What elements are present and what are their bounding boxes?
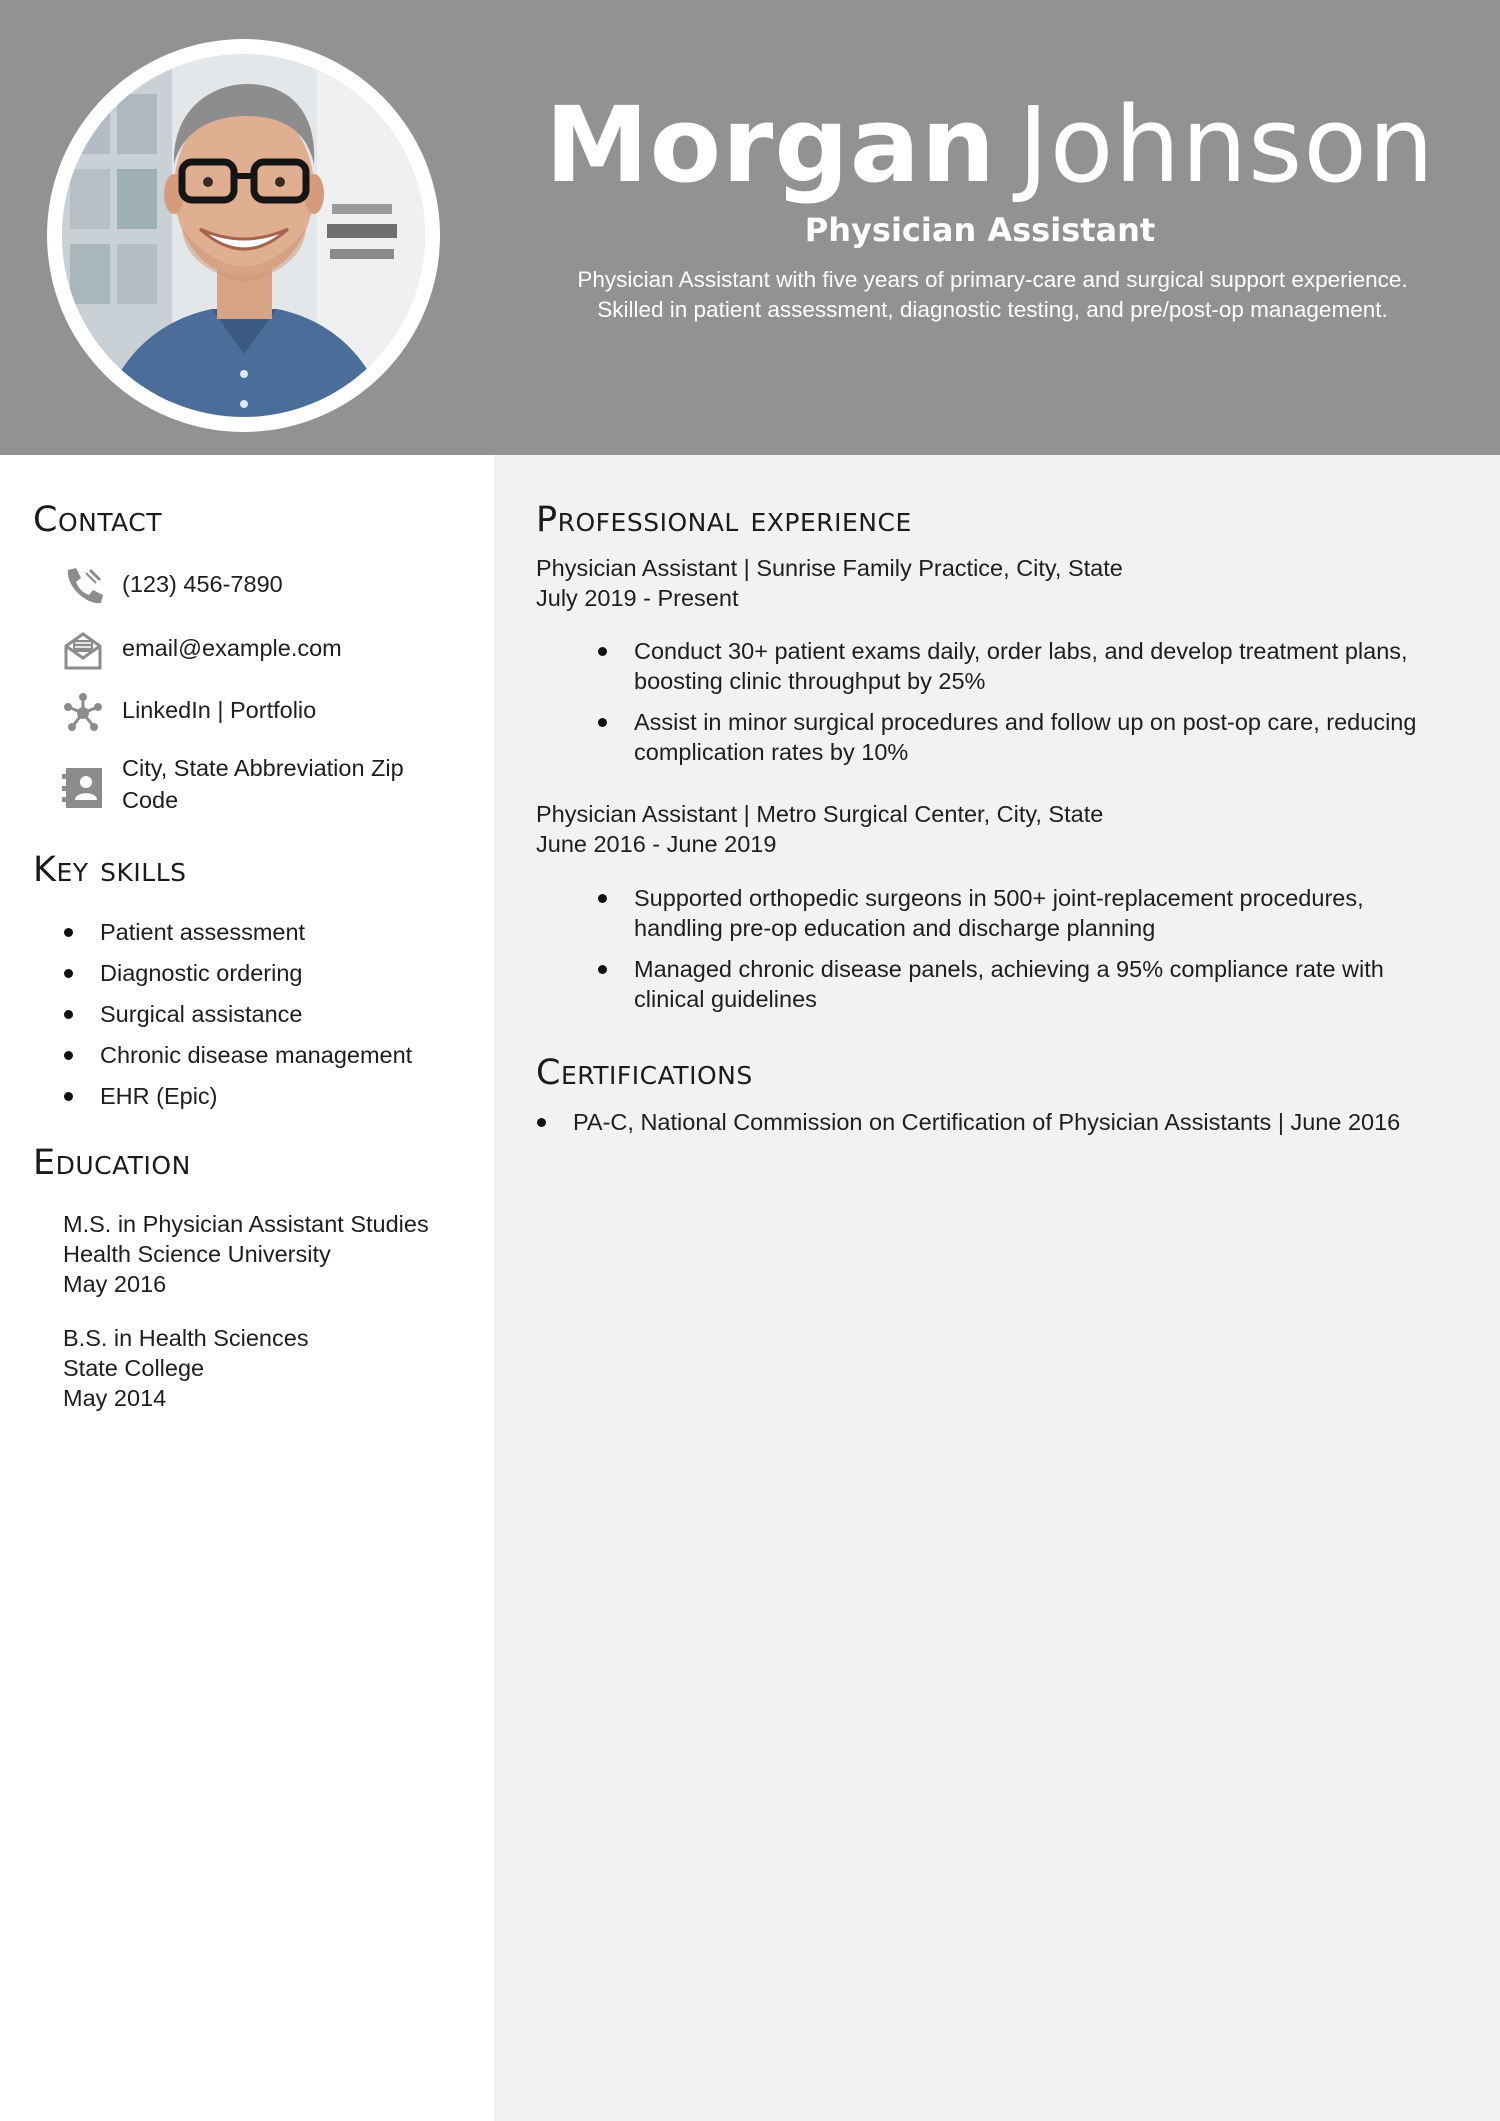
bullet-dot [64, 1010, 73, 1019]
bullet-dot [598, 965, 607, 974]
address-text: City, State Abbreviation Zip Code [122, 755, 404, 813]
graduation-date: May 2014 [63, 1385, 167, 1411]
skill-label: Diagnostic ordering [100, 960, 303, 986]
skill-label: Chronic disease management [100, 1042, 413, 1068]
skill-item [100, 958, 460, 999]
experience-section-title: Professional experience [536, 500, 912, 540]
bullet-dot [598, 894, 607, 903]
bullet-dot [64, 969, 73, 978]
skill-label: Surgical assistance [100, 1001, 303, 1027]
job-bullet-text: Managed chronic disease panels, achieving a 95% compliance rate with clinical guidelines [634, 956, 1384, 1012]
contact-phone[interactable] [60, 564, 450, 610]
profile-photo [62, 54, 425, 417]
job-bullets [634, 636, 1434, 767]
profile-photo-frame [47, 39, 440, 432]
linkedin-portfolio-text: LinkedIn | Portfolio [122, 697, 317, 723]
job-bullet-text: Supported orthopedic surgeons in 500+ joint-replacement procedures, handling pre-op education and discharge planning [634, 885, 1364, 941]
job-title: Physician Assistant [804, 211, 1156, 249]
graduation-date: May 2016 [63, 1271, 167, 1297]
job-bullet [634, 707, 1434, 767]
contact-address [60, 752, 450, 816]
last-name: Johnson [1018, 84, 1435, 206]
skills-list [100, 917, 460, 1122]
certifications-list [573, 1107, 1473, 1137]
bullet-dot [598, 718, 607, 727]
skill-item [100, 917, 460, 958]
job-bullet-text: Conduct 30+ patient exams daily, order labs, and develop treatment plans, boosting clinic throughput by 25% [634, 638, 1408, 694]
first-name: Morgan [545, 84, 997, 206]
certifications-section-title: Certifications [536, 1053, 753, 1093]
network-icon [60, 690, 106, 736]
skill-item [100, 999, 460, 1040]
email-address: email@example.com [122, 635, 342, 661]
bullet-dot [64, 1051, 73, 1060]
certification-item [573, 1107, 1473, 1137]
professional-summary: Physician Assistant with five years of primary-care and surgical support experience. Skilled in patient assessment, diagnostic testing, and pre/post-op management. [577, 267, 1408, 322]
envelope-icon [60, 628, 106, 674]
phone-number: (123) 456-7890 [122, 571, 283, 597]
address-book-icon [60, 764, 106, 810]
skills-section-title: Key skills [33, 850, 187, 890]
skill-label: EHR (Epic) [100, 1083, 218, 1109]
education-entry [63, 1209, 429, 1299]
phone-icon [60, 564, 106, 610]
job-bullet [634, 954, 1434, 1014]
skill-label: Patient assessment [100, 919, 306, 945]
job-header [536, 553, 1123, 613]
job-bullets [634, 883, 1434, 1014]
job-bullet-text: Assist in minor surgical procedures and follow up on post-op care, reducing complication rates by 10% [634, 709, 1417, 765]
bullet-dot [537, 1118, 546, 1127]
contact-section-title: Contact [33, 500, 163, 540]
job-dates: July 2019 - Present [536, 585, 739, 611]
job-heading: Physician Assistant | Sunrise Family Practice, City, State [536, 555, 1123, 581]
job-bullet [634, 883, 1434, 943]
bullet-dot [598, 647, 607, 656]
skill-item [100, 1081, 460, 1122]
bullet-dot [64, 928, 73, 937]
job-dates: June 2016 - June 2019 [536, 831, 777, 857]
education-section-title: Education [33, 1143, 191, 1183]
candidate-name [540, 80, 1440, 210]
contact-email[interactable] [60, 628, 450, 674]
school: State College [63, 1355, 205, 1381]
degree: M.S. in Physician Assistant Studies [63, 1211, 429, 1237]
job-heading: Physician Assistant | Metro Surgical Center, City, State [536, 801, 1104, 827]
job-bullet [634, 636, 1434, 696]
contact-links[interactable] [60, 690, 450, 736]
degree: B.S. in Health Sciences [63, 1325, 309, 1351]
certification-text: PA-C, National Commission on Certification of Physician Assistants | June 2016 [573, 1109, 1401, 1135]
resume-header [0, 0, 1500, 455]
school: Health Science University [63, 1241, 331, 1267]
bullet-dot [64, 1092, 73, 1101]
job-header [536, 799, 1103, 859]
skill-item [100, 1040, 460, 1081]
education-entry [63, 1323, 309, 1413]
